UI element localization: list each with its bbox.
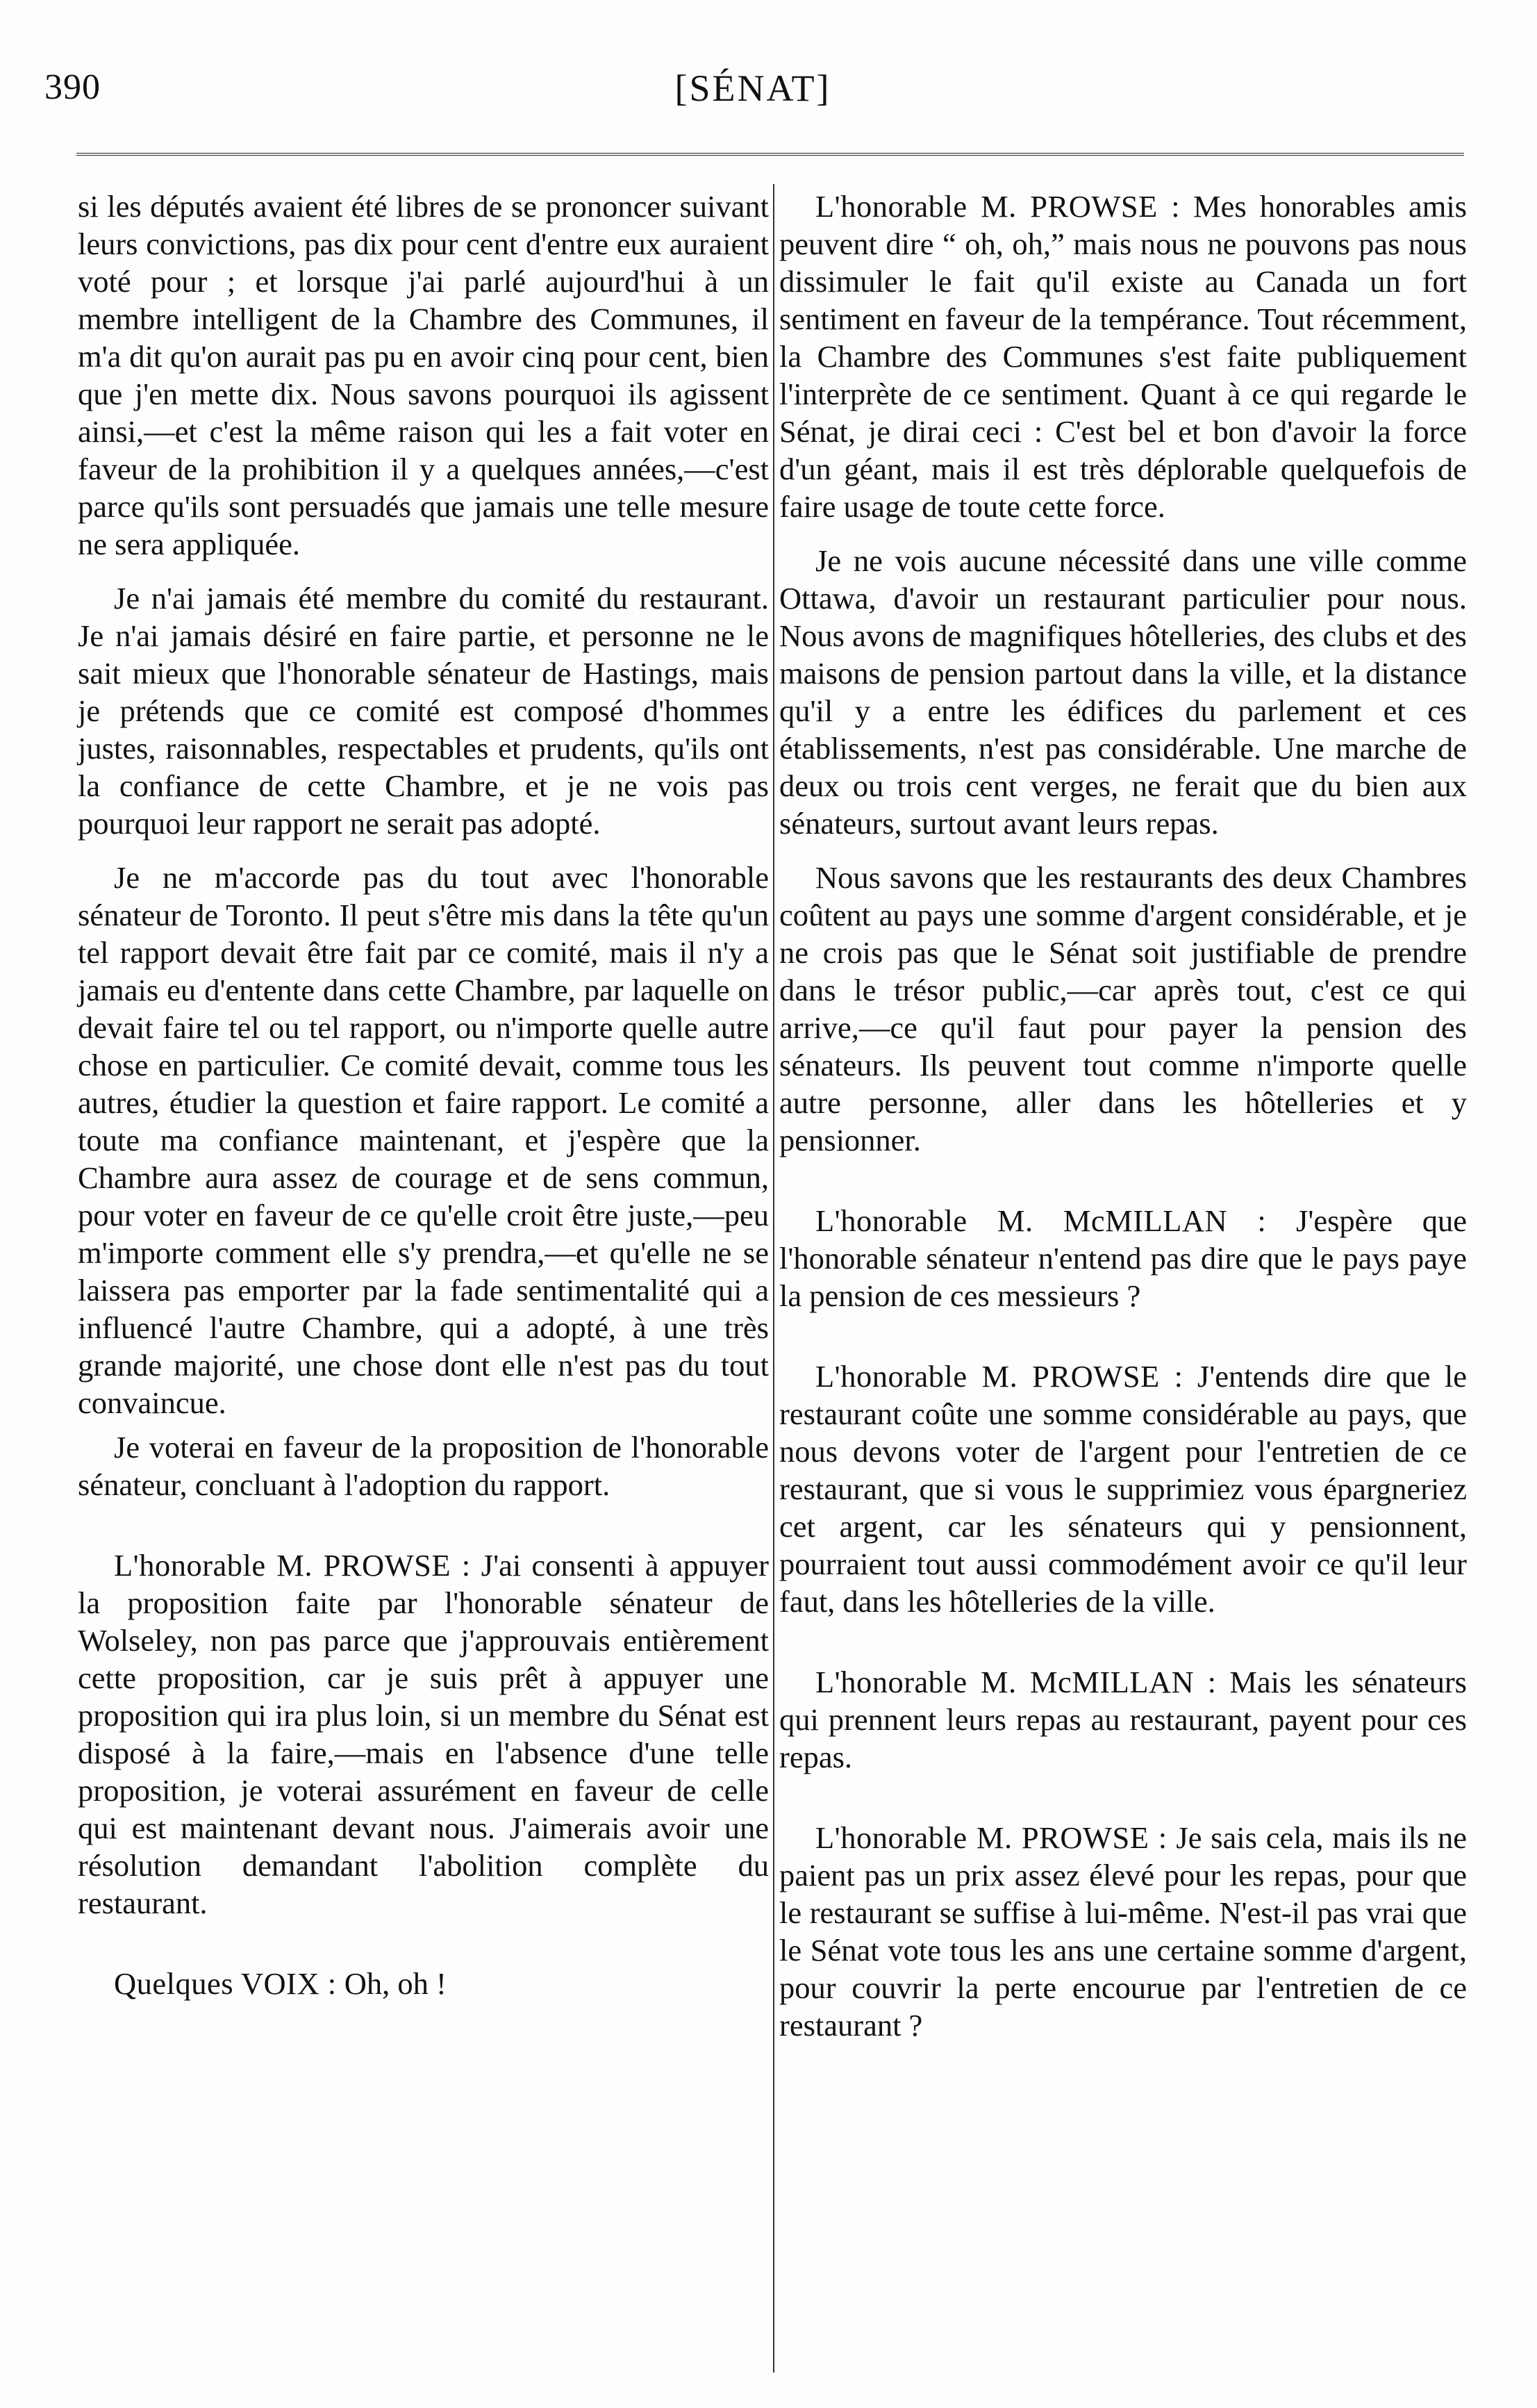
speaker-name: L'honorable M. PROWSE : xyxy=(815,1359,1183,1394)
paragraph: Je n'ai jamais été membre du comité du restaurant. Je n'ai jamais désiré en faire partie, et personne ne le sait mieux que l'honorable sénateur de Hastings, mais je prétends que ce comité est composé d'hommes justes, raisonnables, respectables et prudents, qu'ils ont la confiance de cette Chambre, et je ne vois pas pourquoi leur rapport ne serait pas adopté. xyxy=(78,581,769,841)
speaker-name: L'honorable M. PROWSE : xyxy=(815,1820,1168,1855)
speech-paragraph: L'honorable M. PROWSE : J'ai consenti à appuyer la proposition faite par l'honorable sénateur de Wolseley, non pas parce que j'approuvais entièrement cette proposition, car je suis prêt à appuyer une proposition qui ira plus loin, si un membre du Sénat est disposé à la faire,—mais en l'absence d'une telle proposition, je voterai assurément en faveur de celle qui est maintenant devant nous. J'aimerais avoir une résolution demandant l'abolition complète du restaurant. xyxy=(78,1548,769,1920)
page-header xyxy=(44,67,1461,122)
paragraph: Je ne m'accorde pas du tout avec l'honorable sénateur de Toronto. Il peut s'être mis dans la tête qu'un tel rapport devait être fait par ce comité, mais il n'y a jamais eu d'entente dans cette Chambre, par laquelle on devait faire tel ou tel rapport, ou n'importe quelle autre chose en particulier. Ce comité devait, comme tous les autres, étudier la question et faire rapport. Le comité a toute ma confiance maintenant, et j'espère que la Chambre aura assez de courage et de sens commun, pour voter en faveur de ce qu'elle croit être juste,—peu m'importe comment elle s'y prendra,—et qu'elle ne se laissera pas emporter par la fade sentimentalité qui a influencé l'autre Chambre, qui a adopté, à une très grande majorité, une chose dont elle n'est pas du tout convaincue. xyxy=(78,860,769,1420)
speech-paragraph: L'honorable M. McMILLAN : Mais les sénateurs qui prennent leurs repas au restaurant, payent pour ces repas. xyxy=(779,1665,1467,1774)
speaker-name: L'honorable M. PROWSE : xyxy=(815,189,1181,224)
speech-paragraph: L'honorable M. PROWSE : J'entends dire que le restaurant coûte une somme considérable au pays, que nous devons voter de l'argent pour l'entretien de ce restaurant, que si vous le supprimiez vous épargneriez cet argent, car les sénateurs qui y pensionnent, pourraient tout aussi commodément avoir ce qu'il leur faut, dans les hôtelleries de la ville. xyxy=(779,1359,1467,1619)
speaker-name: L'honorable M. McMILLAN : xyxy=(815,1665,1217,1699)
speech-paragraph: L'honorable M. PROWSE : Mes honorables amis peuvent dire “ oh, oh,” mais nous ne pouvons pas nous dissimuler le fait qu'il existe au Canada un fort sentiment en faveur de la tempérance. Tout récemment, la Chambre des Communes s'est faite publiquement l'interprète de ce sentiment. Quant à ce qui regarde le Sénat, je dirai ceci : C'est bel et bon d'avoir la force d'un géant, mais il est très déplorable quelquefois de faire usage de toute cette force. xyxy=(779,189,1467,524)
paragraph: si les députés avaient été libres de se prononcer suivant leurs convictions, pas dix pour cent d'entre eux auraient voté pour ; et lorsque j'ai parlé aujourd'hui à un membre intelligent de la Chambre des Communes, il m'a dit qu'on aurait pas pu en avoir cinq pour cent, bien que j'en mette dix. Nous savons pourquoi ils agissent ainsi,—et c'est la même raison qui les a fait voter en faveur de la prohibition il y a quelques années,—c'est parce qu'ils sont persuadés que jamais une telle mesure ne sera appliquée. xyxy=(78,189,769,561)
paragraph: Je ne vois aucune nécessité dans une ville comme Ottawa, d'avoir un restaurant particulier pour nous. Nous avons de magnifiques hôtelleries, des clubs et des maisons de pension partout dans la ville, et la distance qu'il y a entre les édifices du parlement et ces établissements, n'est pas considérable. Une marche de deux ou trois cent verges, ne ferait que du bien aux sénateurs, surtout avant leurs repas. xyxy=(779,543,1467,841)
running-head: [SÉNAT] xyxy=(674,67,831,109)
column-divider xyxy=(773,184,774,2373)
paragraph: Je voterai en faveur de la proposition de l'honorable sénateur, concluant à l'adoption du rapport. xyxy=(78,1430,769,1502)
speech-paragraph: L'honorable M. PROWSE : Je sais cela, mais ils ne paient pas un prix assez élevé pour les repas, pour que le restaurant se suffise à lui-même. N'est-il pas vrai que le Sénat vote tous les ans une certaine somme d'argent, pour couvrir la perte encourue par l'entretien de ce restaurant ? xyxy=(779,1820,1467,2043)
page-number: 390 xyxy=(44,67,101,107)
speaker-name: Quelques VOIX : xyxy=(114,1966,337,2001)
speaker-name: L'honorable M. McMILLAN : xyxy=(815,1203,1267,1238)
speaker-name: L'honorable M. PROWSE : xyxy=(114,1548,471,1583)
right-column xyxy=(779,188,1467,2044)
paragraph: Nous savons que les restaurants des deux Chambres coûtent au pays une somme d'argent considérable, et je ne crois pas que le Sénat soit justifiable de prendre dans le trésor public,—car après tout, c'est ce qui arrive,—ce qu'il faut pour payer la pension des sénateurs. Ils peuvent tout comme n'importe quelle autre personne, aller dans les hôtelleries et y pensionner. xyxy=(779,860,1467,1157)
left-column xyxy=(78,188,769,2002)
speech-paragraph: Quelques VOIX : Oh, oh ! xyxy=(114,1966,447,2001)
speech-paragraph: L'honorable M. McMILLAN : J'espère que l'honorable sénateur n'entend pas dire que le pays paye la pension de ces messieurs ? xyxy=(779,1203,1467,1313)
header-rule xyxy=(76,153,1464,156)
